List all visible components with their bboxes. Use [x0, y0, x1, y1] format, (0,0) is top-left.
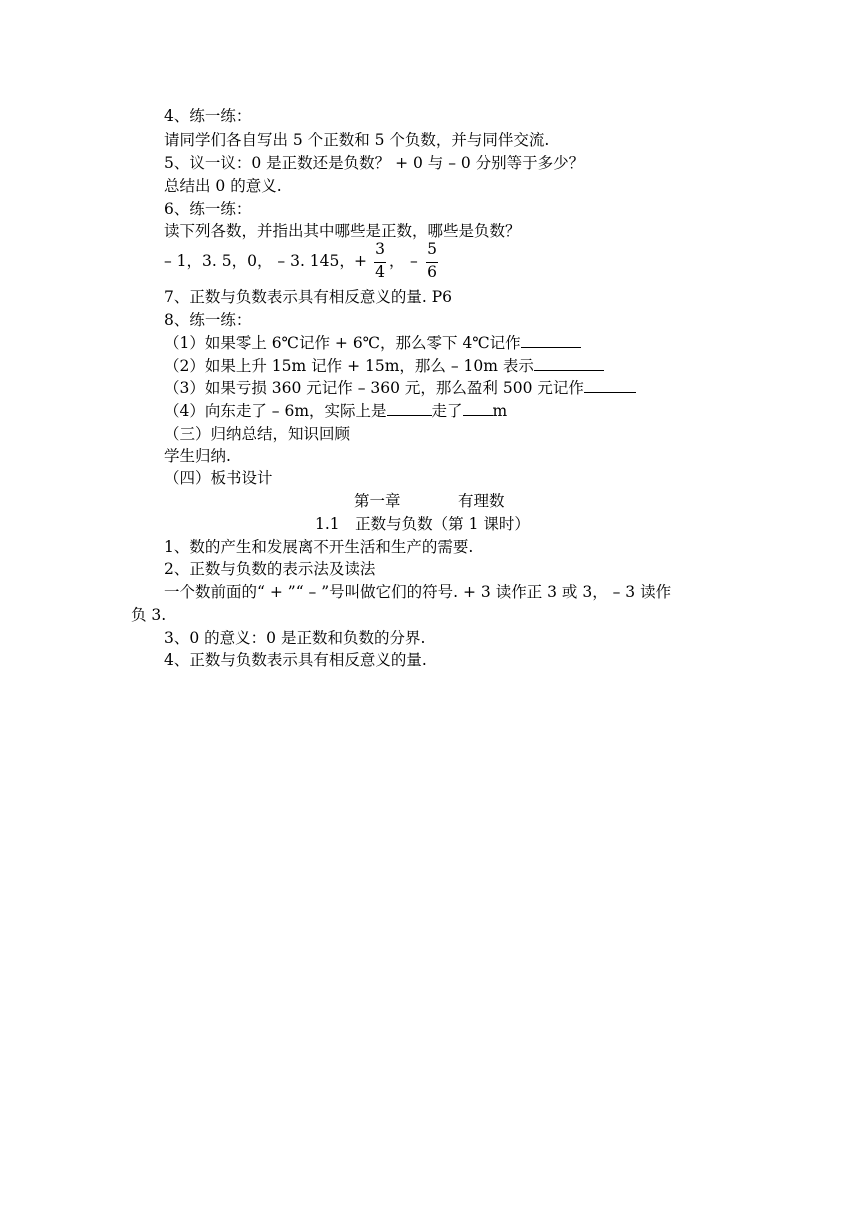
section-5-text: 总结出 0 的意义.: [164, 177, 282, 195]
part-3-text: 学生归纳.: [164, 447, 231, 465]
part-3-heading: （三）归纳总结，知识回顾: [164, 425, 351, 443]
exercise-4-blank-1[interactable]: [387, 400, 432, 416]
board-point-3: 3、0 的意义：0 是正数和负数的分界.: [164, 629, 426, 647]
exercise-1-blank[interactable]: [521, 332, 581, 348]
board-point-2-detail-cont: 负 3.: [131, 606, 167, 624]
exercise-1: [164, 332, 581, 354]
section-6-text: 读下列各数，并指出其中哪些是正数，哪些是负数？: [164, 222, 521, 240]
fraction-2-numerator: 5: [427, 240, 437, 258]
lesson-title: 1.1 正数与负数（第 1 课时）: [315, 515, 530, 533]
section-6-heading: 6、练一练：: [164, 200, 252, 218]
exercise-4-text-b: 走了: [431, 402, 463, 420]
section-4-heading: 4、练一练：: [164, 107, 252, 125]
minus-sign: –: [410, 252, 418, 270]
section-4-text: 请同学们各自写出 5 个正数和 5 个负数，并与同伴交流.: [164, 131, 550, 149]
exercise-1-text: （1）如果零上 6℃记作 + 6℃，那么零下 4℃记作: [164, 334, 521, 352]
exercise-2: [164, 355, 604, 377]
chapter-label: 第一章: [354, 492, 401, 510]
fraction-1-numerator: 3: [375, 240, 385, 258]
number-list: – 1，3. 5，0， – 3. 145，: [164, 252, 355, 270]
board-point-4: 4、正数与负数表示具有相反意义的量.: [164, 651, 427, 669]
exercise-4-blank-2[interactable]: [463, 400, 493, 416]
board-point-2: 2、正数与负数的表示法及读法: [164, 560, 376, 578]
exercise-4-text-a: （4）向东走了 – 6m，实际上是: [164, 402, 387, 420]
board-point-1: 1、数的产生和发展离不开生活和生产的需要.: [164, 538, 474, 556]
part-4-heading: （四）板书设计: [164, 469, 273, 487]
section-7: 7、正数与负数表示具有相反意义的量. P6: [164, 288, 453, 306]
board-point-2-detail: 一个数前面的“ + ”“ – ”号叫做它们的符号. + 3 读作正 3 或 3， – 3 读作: [164, 583, 672, 601]
plus-sign: +: [354, 252, 367, 270]
fraction-separator: ，: [389, 252, 405, 270]
exercise-4: [164, 400, 507, 422]
exercise-2-blank[interactable]: [534, 355, 604, 371]
exercise-2-text: （2）如果上升 15m 记作 + 15m，那么 – 10m 表示: [164, 357, 534, 375]
chapter-title: 有理数: [458, 492, 505, 510]
exercise-3-blank[interactable]: [584, 377, 636, 393]
exercise-3: [164, 377, 636, 399]
fraction-2-denominator: 6: [427, 263, 437, 281]
section-5-heading: 5、议一议：0 是正数还是负数？ + 0 与 – 0 分别等于多少？: [164, 154, 585, 172]
fraction-1-denominator: 4: [375, 263, 385, 281]
exercise-3-text: （3）如果亏损 360 元记作 – 360 元，那么盈利 500 元记作: [164, 379, 584, 397]
section-8-heading: 8、练一练：: [164, 311, 252, 329]
exercise-4-text-c: m: [492, 402, 508, 420]
